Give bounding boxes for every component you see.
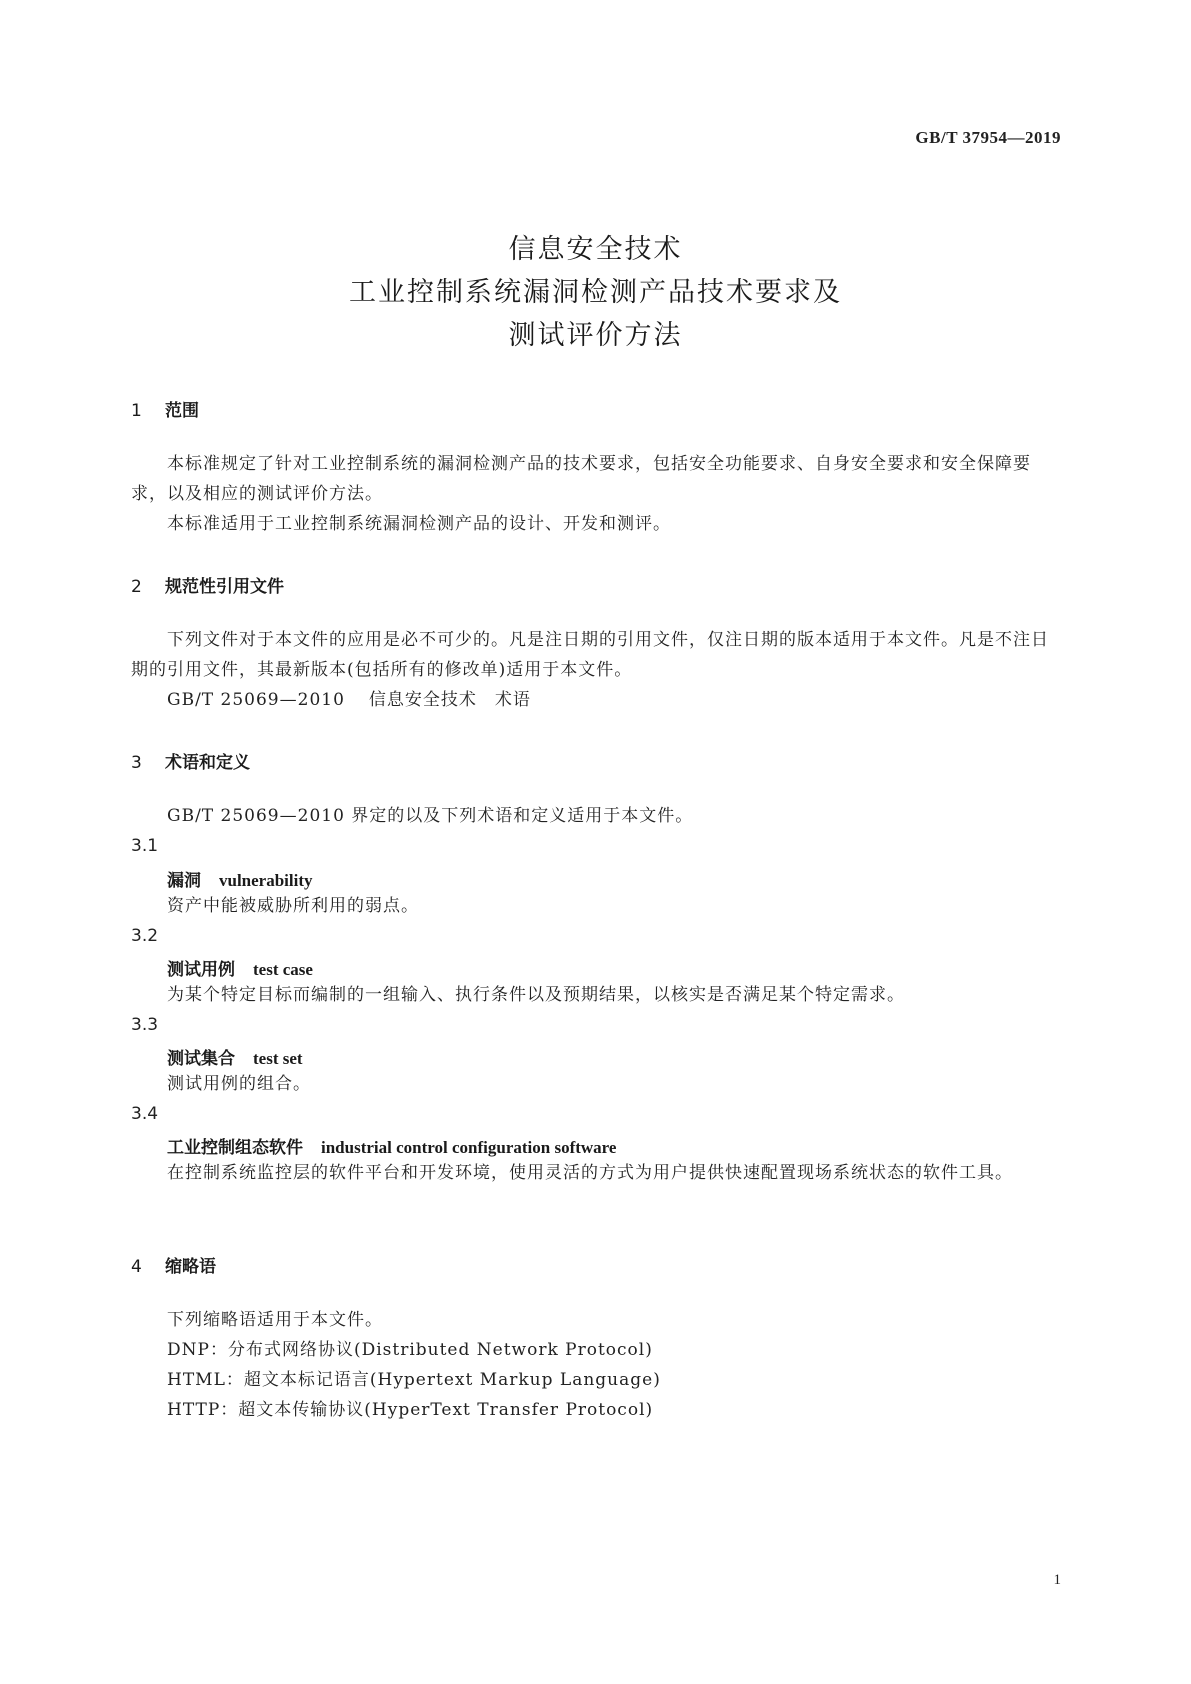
term-definition: 资产中能被威胁所利用的弱点。 [167, 896, 419, 916]
normative-reference [131, 685, 1061, 715]
section-number: 4 [131, 1257, 142, 1277]
section-2-paragraph-1: 下列文件对于本文件的应用是必不可少的。凡是注日期的引用文件，仅注日期的版本适用于本文件。凡是不注日期的引用文件，其最新版本(包括所有的修改单)适用于本文件。 [131, 630, 1049, 680]
term-title: 测试集合 test set [167, 1049, 303, 1069]
term-number: 3.2 [131, 926, 159, 946]
reference-title: 信息安全技术 术语 [368, 690, 531, 710]
section-1-paragraph-1: 本标准规定了针对工业控制系统的漏洞检测产品的技术要求，包括安全功能要求、自身安全要求和安全保障要求，以及相应的测试评价方法。 [131, 454, 1031, 504]
section-4-heading [131, 1252, 216, 1277]
section-title: 规范性引用文件 [165, 577, 284, 597]
term-number: 3.1 [131, 836, 159, 856]
term-title: 工业控制组态软件 industrial control configuration software [167, 1138, 617, 1158]
abbreviation-entry: HTML：超文本标记语言(Hypertext Markup Language) [167, 1370, 661, 1390]
term-number: 3.4 [131, 1104, 159, 1124]
section-4-intro: 下列缩略语适用于本文件。 [167, 1310, 383, 1330]
term-title: 漏洞 vulnerability [167, 871, 313, 891]
section-number: 2 [131, 577, 142, 597]
title-line-2: 工业控制系统漏洞检测产品技术要求及 [349, 277, 842, 308]
term-definition: 测试用例的组合。 [167, 1074, 311, 1094]
section-number: 1 [131, 401, 142, 421]
term-definition: 为某个特定目标而编制的一组输入、执行条件以及预期结果，以核实是否满足某个特定需求。 [167, 985, 905, 1005]
section-number: 3 [131, 753, 142, 773]
section-title: 缩略语 [165, 1257, 216, 1277]
abbreviation-entry: DNP：分布式网络协议(Distributed Network Protocol) [167, 1340, 653, 1360]
term-number: 3.3 [131, 1015, 159, 1035]
section-1-paragraph-2: 本标准适用于工业控制系统漏洞检测产品的设计、开发和测评。 [167, 514, 671, 534]
term-definition: 在控制系统监控层的软件平台和开发环境，使用灵活的方式为用户提供快速配置现场系统状态的软件工具。 [167, 1163, 1013, 1183]
section-title: 术语和定义 [165, 753, 250, 773]
standard-code: GB/T 37954—2019 [915, 128, 1061, 147]
document-title [0, 228, 1191, 357]
title-line-1: 信息安全技术 [508, 234, 683, 265]
abbreviation-entry: HTTP：超文本传输协议(HyperText Transfer Protocol) [167, 1400, 654, 1420]
page-number: 1 [1053, 1572, 1061, 1588]
reference-code: GB/T 25069—2010 [167, 690, 345, 710]
section-title: 范围 [165, 401, 199, 421]
term-title: 测试用例 test case [167, 960, 313, 980]
section-1-heading [131, 396, 199, 421]
section-2-heading [131, 572, 284, 597]
title-line-3: 测试评价方法 [508, 320, 683, 351]
section-3-heading [131, 748, 250, 773]
section-3-intro: GB/T 25069—2010 界定的以及下列术语和定义适用于本文件。 [167, 806, 694, 826]
